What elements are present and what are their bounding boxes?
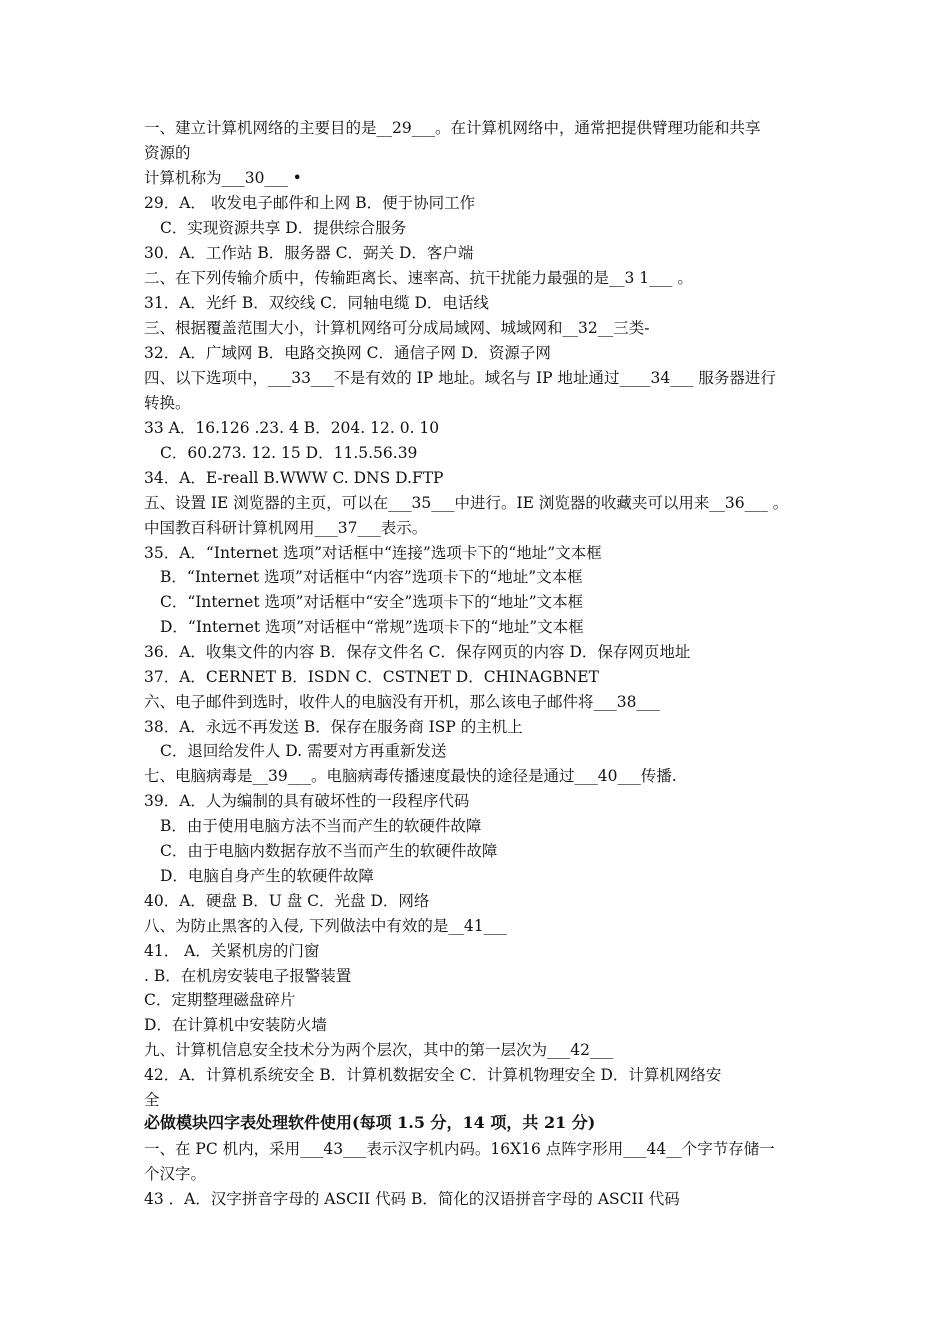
text-line: 29．A． 收发电子邮件和上网 B．便于协同工作	[144, 194, 476, 212]
text-line: C．退回给发件人 D. 需要对方再重新发送	[160, 742, 447, 760]
text-line: 九、计算机信息安全技术分为两个层次，其中的第一层次为___42___	[144, 1041, 614, 1059]
text-line: 31．A．光纤 B．双绞线 C．同轴电缆 D．电话线	[144, 294, 489, 312]
text-line: 39．A．人为编制的具有破坏性的一段程序代码	[144, 792, 470, 810]
text-line: C．60.273. 12. 15 D．11.5.56.39	[160, 444, 418, 462]
text-line: C．定期整理磁盘碎片	[144, 991, 296, 1009]
text-line: 中国教百科研计算机网用___37___表示。	[144, 519, 428, 537]
text-line: 二、在下列传输介质中，传输距离长、速率高、抗干扰能力最强的是__3 1___ 。	[144, 269, 693, 287]
text-line: 30．A．工作站 B．服务器 C．弼关 D．客户端	[144, 244, 474, 262]
text-line: 36．A．收集文件的内容 B．保存文件名 C．保存网页的内容 D．保存网页地址	[144, 643, 691, 661]
text-line: B．“Internet 选项”对话框中“内容”选项卡下的“地址”文本框	[160, 568, 583, 586]
text-line: 38．A．永远不再发送 B．保存在服务商 ISP 的主机上	[144, 718, 523, 736]
text-line: 41． A．关紧机房的门窗	[144, 942, 320, 960]
text-line: 一、建立计算机网络的主要目的是__29___。在计算机网络中，通常把提供臂理功能和共享	[144, 119, 761, 137]
text-line: 七、电脑病毒是__39___。电脑病毒传播速度最快的途径是通过___40___传播.	[144, 767, 677, 785]
section-heading: 必做模块四字表处理软件使用(每项 1.5 分，14 项，共 21 分)	[144, 1113, 596, 1132]
text-line: C．实现资源共享 D．提供综合服务	[160, 219, 407, 237]
text-line: 资源的	[144, 144, 191, 162]
text-line: 32．A．广域网 B．电路交换网 C．通信子网 D．资源子网	[144, 344, 551, 362]
text-line: 33 A．16.126 .23. 4 B．204. 12. 0. 10	[144, 419, 440, 437]
text-line: 全	[144, 1091, 160, 1109]
text-line: . B．在机房安装电子报警装置	[144, 967, 352, 985]
text-line: D．电脑自身产生的软硬件故障	[160, 867, 374, 885]
text-line: 40．A．硬盘 B．U 盘 C．光盘 D．网络	[144, 892, 430, 910]
text-line: 计算机称为___30___ •	[144, 169, 302, 187]
text-line: 37．A．CERNET B．ISDN C．CSTNET D．CHINAGBNET	[144, 668, 599, 686]
text-line: 个汉字。	[144, 1165, 207, 1183]
text-line: D．“Internet 选项”对话框中“常规”选项卡下的“地址”文本框	[160, 618, 584, 636]
text-line: 43 ．A．汉字拼音字母的 ASCII 代码 B．简化的汉语拼音字母的 ASCII 代码	[144, 1190, 680, 1208]
text-line: 八、为防止黑客的入侵, 下列做法中有效的是__41___	[144, 917, 507, 935]
text-line: 五、设置 IE 浏览器的主页，可以在___35___中进行。IE 浏览器的收藏夹可以用来__36___ 。	[144, 494, 789, 512]
text-line: 35．A．“Internet 选项”对话框中“连接”选项卡下的“地址”文本框	[144, 544, 602, 562]
text-line: D．在计算机中安装防火墙	[144, 1016, 327, 1034]
text-line: B．由于使用电脑方法不当而产生的软硬件故障	[160, 817, 482, 835]
text-line: 转换。	[144, 394, 191, 412]
text-line: 四、以下选项中，___33___不是有效的 IP 地址。域名与 IP 地址通过____34___ 服务器进行	[144, 369, 776, 387]
text-line: 三、根据覆盖范围大小，计算机网络可分成局域网、城域网和__32__三类-	[144, 319, 650, 337]
text-line: 42．A．计算机系统安全 B．计算机数据安全 C．计算机物理安全 D．计算机网络安	[144, 1066, 722, 1084]
text-line: 一、在 PC 机内，采用___43___表示汉字机内码。16X16 点阵字形用___44__个字节存储一	[144, 1140, 775, 1158]
text-line: C．由于电脑内数据存放不当而产生的软硬件故障	[160, 842, 498, 860]
text-line: 六、电子邮件到选时，收件人的电脑没有开机，那么该电子邮件将___38___	[144, 693, 660, 711]
text-line: 34．A．E-reall B.WWW C. DNS D.FTP	[144, 469, 444, 487]
text-line: C．“Internet 选项”对话框中“安全”选项卡下的“地址”文本框	[160, 593, 584, 611]
